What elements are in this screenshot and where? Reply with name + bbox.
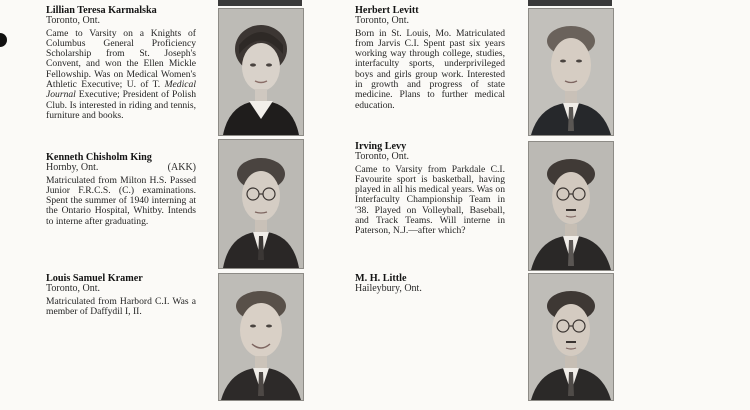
bio-text: Came to Varsity on a Knights of Columbus General Proficiency Scholarship from St. Joseph's Convent, and won the Ellen Mickle Fellowship. Was on Medical Women's Athletic Executive; U. of T. [46,27,196,91]
student-name: Herbert Levitt [355,5,419,16]
portrait-image [529,142,613,270]
hometown-row [46,163,196,174]
portrait-image [529,274,613,400]
student-hometown: Hornby, Ont. [46,162,99,173]
portrait-photo-levitt [528,8,614,136]
entry-karmalska [46,5,196,121]
student-name: Kenneth Chisholm King [46,152,152,163]
fraternity-tag: (AKK) [167,162,196,173]
portrait-photo-woman [218,8,304,136]
entry-levy [355,141,505,237]
student-hometown: Toronto, Ont. [355,15,410,26]
entry-levitt [355,5,505,111]
student-bio: Born in St. Louis, Mo. Matriculated from Jarvis C.I. Spent past six years working way through college, studies, interfaculty sports, underprivileged boys and girls group work. Interested in growth and progress of state medicine. Plans to further medical education. [355,27,505,111]
student-bio: Came to Varsity from Parkdale C.I. Favourite sport is basketball, having played in all his medical years. Was on Interfaculty Championship Team in '38. Played on Volleyball, Baseball, and Track Teams. Will interne in Paterson, N.J.—after which? [355,163,505,237]
student-name: Lillian Teresa Karmalska [46,5,157,16]
student-name: Louis Samuel Kramer [46,273,143,284]
photo-edge [528,0,612,6]
bio-italic-text: Medical Journal [46,79,196,101]
student-hometown: Toronto, Ont. [46,15,101,26]
student-name: Irving Levy [355,141,407,152]
student-hometown: Toronto, Ont. [355,151,410,162]
portrait-image [219,9,303,135]
entry-king [46,152,196,227]
binder-punch-hole [0,33,7,47]
photo-edge [218,0,302,6]
portrait-image [219,140,303,268]
portrait-photo-little [528,273,614,401]
portrait-image [529,9,613,135]
student-bio: Matriculated from Harbord C.I. Was a member of Daffydil I, II. [46,295,196,317]
student-hometown: Haileybury, Ont. [355,283,422,294]
student-name: M. H. Little [355,273,407,284]
portrait-photo-king [218,139,304,269]
bio-text: Executive; President of Polish Club. Is interested in riding and tennis, furniture and books. [46,89,196,121]
student-bio [46,29,196,122]
entry-little [355,273,505,295]
student-hometown: Toronto, Ont. [46,283,101,294]
portrait-photo-levy [528,141,614,271]
student-bio: Matriculated from Milton H.S. Passed Junior F.R.C.S. (C.) examinations. Spent the summer of 1940 interning at the Ontario Hospital, Whitby. Intends to interne after graduating. [46,174,196,227]
entry-kramer [46,273,196,317]
portrait-image [219,274,303,400]
portrait-photo-kramer [218,273,304,401]
